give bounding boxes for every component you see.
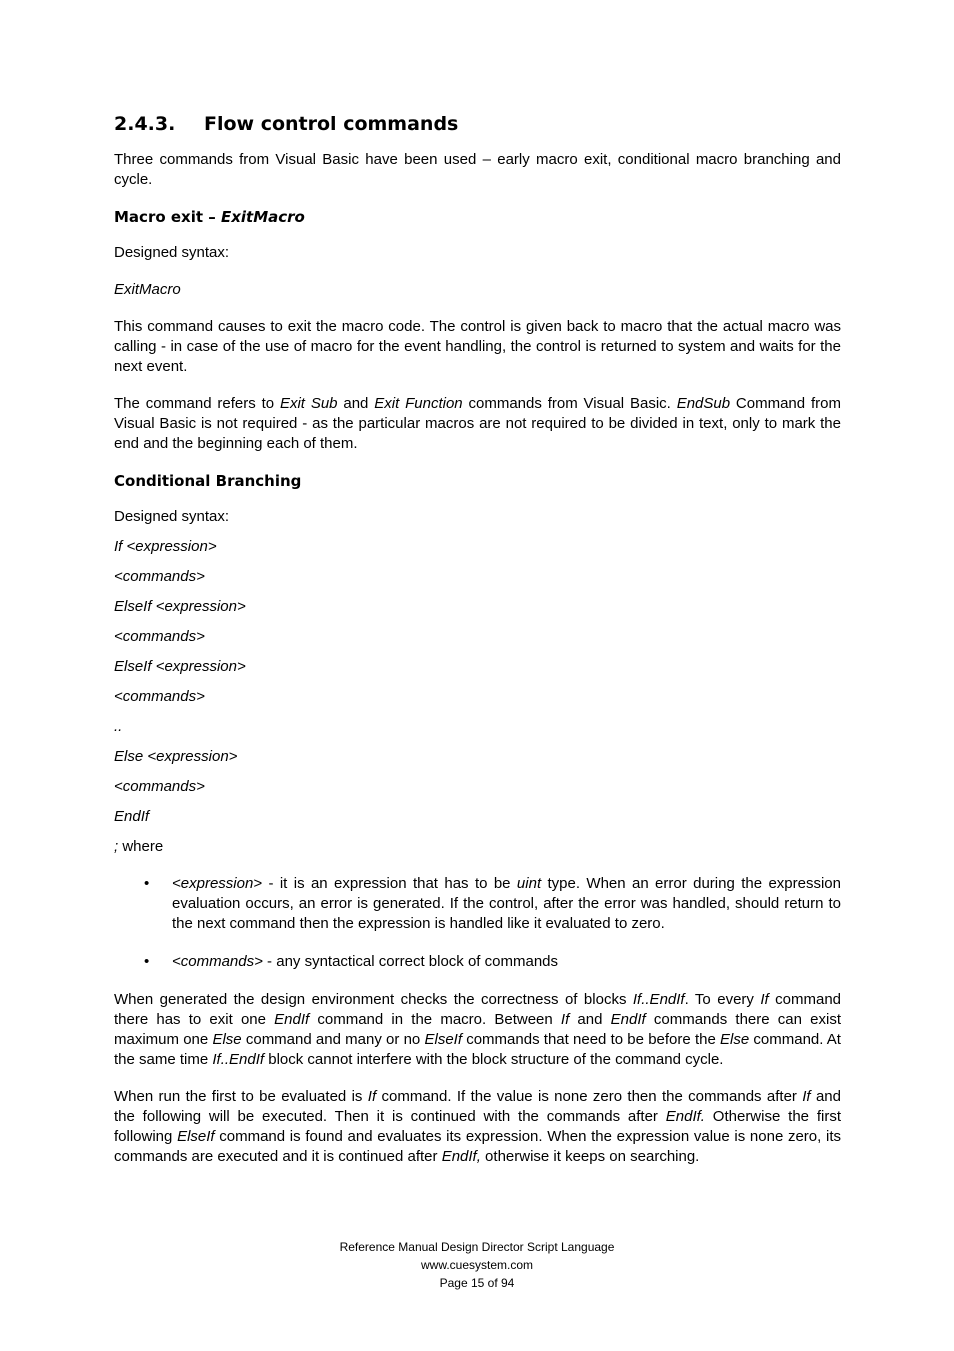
intro-paragraph: Three commands from Visual Basic have been used – early macro exit, conditional macro branching and cycle. bbox=[114, 151, 841, 188]
where-line: ; where bbox=[114, 838, 164, 855]
macro-exit-heading: Macro exit – ExitMacro bbox=[114, 208, 305, 226]
bullet-icon: • bbox=[144, 875, 150, 892]
footer-page-number: Page 15 of 94 bbox=[439, 1276, 515, 1290]
syntax-line: .. bbox=[114, 718, 123, 735]
parameter-list bbox=[114, 874, 841, 972]
macro-exit-syntax: ExitMacro bbox=[114, 281, 181, 298]
list-item-commands: • <commands> - any syntactical correct block of commands bbox=[144, 953, 558, 970]
syntax-line: If <expression> bbox=[114, 538, 217, 555]
conditional-branching-heading: Conditional Branching bbox=[114, 472, 302, 490]
list-item-expression: • <expression> - it is an expression that has to be uint type. When an error during the expression evaluation occurs, an error is generated. If the control, after the error was handled, should return to the next command then the expression is handled like it evaluated to zero. bbox=[144, 875, 841, 932]
evaluation-order-paragraph: When run the first to be evaluated is If command. If the value is none zero then the commands after If and the following will be executed. Then it is continued with the commands after EndIf. Otherwise the first following ElseIf command is found and evaluates its expression. When the expression value is none zero, its commands are executed and it is continued after EndIf, otherwise it keeps on searching. bbox=[114, 1088, 841, 1165]
syntax-line: <commands> bbox=[114, 568, 205, 585]
footer-manual-title: Reference Manual Design Director Script Language bbox=[339, 1240, 615, 1254]
page-footer bbox=[0, 1238, 954, 1292]
syntax-line: ElseIf <expression> bbox=[114, 598, 246, 615]
document-page bbox=[114, 112, 841, 1184]
macro-exit-syntax-label: Designed syntax: bbox=[114, 244, 230, 261]
macro-exit-description: This command causes to exit the macro code. The control is given back to macro that the actual macro was calling - in case of the use of macro for the event handling, the control is returned to system and waits for the next event. bbox=[114, 318, 841, 375]
macro-exit-command: ExitMacro bbox=[220, 208, 305, 226]
block-correctness-paragraph: When generated the design environment checks the correctness of blocks If..EndIf. To every If command there has to exit one EndIf command in the macro. Between If and EndIf commands there can exist maximum one Else command and many or no ElseIf commands that need to be before the Else command. At the same time If..EndIf block cannot interfere with the block structure of the command cycle. bbox=[114, 991, 842, 1068]
syntax-line: <commands> bbox=[114, 628, 205, 645]
section-number: 2.4.3. bbox=[114, 113, 176, 135]
syntax-line: ElseIf <expression> bbox=[114, 658, 246, 675]
section-heading bbox=[114, 112, 841, 136]
bullet-icon: • bbox=[144, 953, 150, 970]
section-title: Flow control commands bbox=[204, 113, 459, 135]
conditional-syntax-block bbox=[114, 537, 841, 827]
conditional-syntax-label: Designed syntax: bbox=[114, 508, 230, 525]
macro-exit-vb-reference: The command refers to Exit Sub and Exit Function commands from Visual Basic. EndSub Command from Visual Basic is not required - as the particular macros are not required to be divided in text, only to mark the end and the beginning each of them. bbox=[114, 395, 841, 452]
syntax-line: Else <expression> bbox=[114, 748, 238, 765]
syntax-line: EndIf bbox=[114, 808, 150, 825]
syntax-line: <commands> bbox=[114, 688, 205, 705]
footer-website: www.cuesystem.com bbox=[420, 1258, 534, 1272]
syntax-line: <commands> bbox=[114, 778, 205, 795]
